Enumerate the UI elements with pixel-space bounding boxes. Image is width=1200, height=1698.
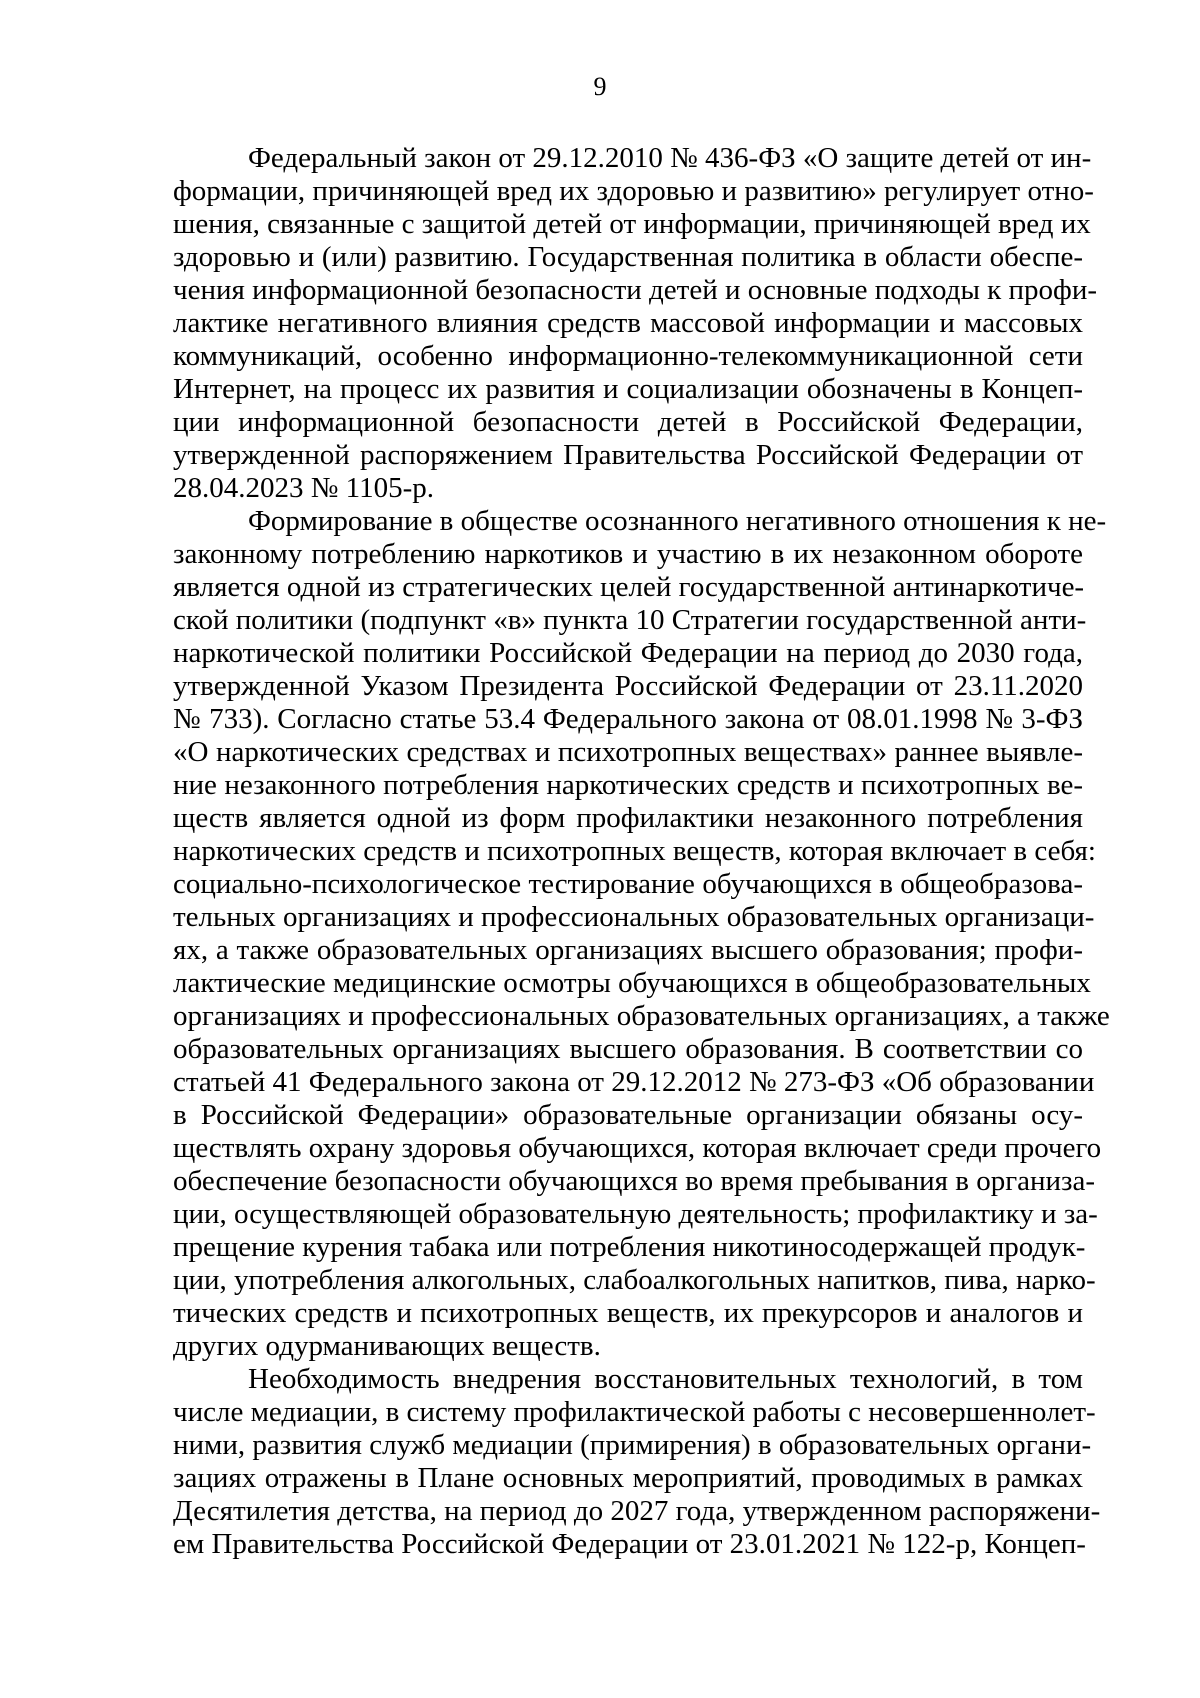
text-line: Федеральный закон от 29.12.2010 № 436-ФЗ «О защите детей от ин- <box>248 142 1092 174</box>
text-line: Интернет, на процесс их развития и социализации обозначены в Концеп- <box>173 373 1083 405</box>
text-line: ществ является одной из форм профилактики незаконного потребления <box>173 802 1083 834</box>
text-line: ем Правительства Российской Федерации от 23.01.2021 № 122-р, Концеп- <box>173 1528 1086 1560</box>
text-line: ние незаконного потребления наркотических средств и психотропных ве- <box>173 769 1083 801</box>
text-line: лактические медицинские осмотры обучающихся в общеобразовательных <box>173 967 1091 999</box>
text-line: других одурманивающих веществ. <box>173 1330 601 1362</box>
text-line: тельных организациях и профессиональных образовательных организаци- <box>173 901 1095 933</box>
text-line: является одной из стратегических целей государственной антинаркотиче- <box>173 571 1085 603</box>
text-line: ях, а также образовательных организациях высшего образования; профи- <box>173 934 1083 966</box>
text-line: ции, употребления алкогольных, слабоалкогольных напитков, пива, нарко- <box>173 1264 1096 1296</box>
text-line: Необходимость внедрения восстановительных технологий, в том <box>248 1363 1083 1395</box>
text-line: здоровью и (или) развитию. Государственная политика в области обеспе- <box>173 241 1083 273</box>
text-line: ции, осуществляющей образовательную деятельность; профилактику и за- <box>173 1198 1098 1230</box>
text-line: 28.04.2023 № 1105-р. <box>173 472 434 504</box>
text-line: Формирование в обществе осознанного негативного отношения к не- <box>248 505 1107 537</box>
text-line: наркотической политики Российской Федерации на период до 2030 года, <box>173 637 1083 669</box>
text-line: прещение курения табака или потребления никотиносодержащей продук- <box>173 1231 1086 1263</box>
text-line: «О наркотических средствах и психотропных веществах» раннее выявле- <box>173 736 1083 768</box>
text-line: зациях отражены в Плане основных мероприятий, проводимых в рамках <box>173 1462 1083 1494</box>
text-line: тических средств и психотропных веществ, их прекурсоров и аналогов и <box>173 1297 1083 1329</box>
text-line: лактике негативного влияния средств массовой информации и массовых <box>173 307 1083 339</box>
text-line: обеспечение безопасности обучающихся во время пребывания в организа- <box>173 1165 1095 1197</box>
text-line: Десятилетия детства, на период до 2027 года, утвержденном распоряжени- <box>173 1495 1101 1527</box>
text-line: в Российской Федерации» образовательные организации обязаны осу- <box>173 1099 1083 1131</box>
text-line: организациях и профессиональных образовательных организациях, а также <box>173 1000 1110 1032</box>
paragraph-2 <box>173 505 1110 1363</box>
text-line: законному потреблению наркотиков и участию в их незаконном обороте <box>173 538 1083 570</box>
text-line: ции информационной безопасности детей в Российской Федерации, <box>173 406 1083 438</box>
text-line: ществлять охрану здоровья обучающихся, которая включает среди прочего <box>173 1132 1102 1164</box>
text-line: утвержденной Указом Президента Российской Федерации от 23.11.2020 <box>173 670 1083 702</box>
text-line: статьей 41 Федерального закона от 29.12.2012 № 273-ФЗ «Об образовании <box>173 1066 1095 1098</box>
body-text <box>173 142 1110 1561</box>
text-line: образовательных организациях высшего образования. В соответствии со <box>173 1033 1083 1065</box>
text-line: формации, причиняющей вред их здоровью и развитию» регулирует отно- <box>173 175 1094 207</box>
text-line: числе медиации, в систему профилактической работы с несовершеннолет- <box>173 1396 1096 1428</box>
text-line: коммуникаций, особенно информационно-телекоммуникационной сети <box>173 340 1083 372</box>
paragraph-3 <box>173 1363 1101 1561</box>
text-line: ними, развития служб медиации (примирения) в образовательных органи- <box>173 1429 1092 1461</box>
text-line: шения, связанные с защитой детей от информации, причиняющей вред их <box>173 208 1091 240</box>
text-line: утвержденной распоряжением Правительства Российской Федерации от <box>173 439 1083 471</box>
paragraph-1 <box>173 142 1098 505</box>
text-line: ской политики (подпункт «в» пункта 10 Стратегии государственной анти- <box>173 604 1087 636</box>
text-line: № 733). Согласно статье 53.4 Федерального закона от 08.01.1998 № 3-ФЗ <box>173 703 1083 735</box>
page-number: 9 <box>593 72 607 101</box>
text-line: чения информационной безопасности детей и основные подходы к профи- <box>173 274 1098 306</box>
text-line: социально-психологическое тестирование обучающихся в общеобразова- <box>173 868 1083 900</box>
text-line: наркотических средств и психотропных веществ, которая включает в себя: <box>173 835 1096 867</box>
